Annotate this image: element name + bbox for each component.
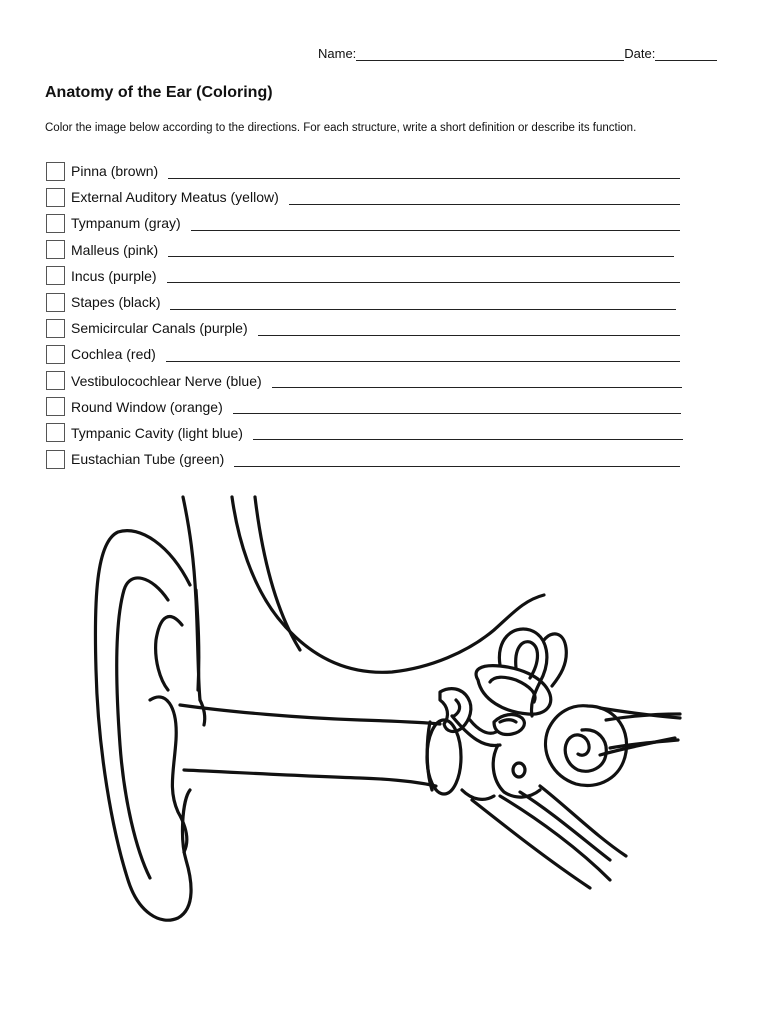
answer-line[interactable] [272, 373, 682, 388]
list-item [46, 446, 686, 472]
date-field[interactable] [655, 47, 717, 61]
answer-line[interactable] [253, 425, 683, 440]
answer-line[interactable] [170, 295, 676, 310]
answer-line[interactable] [168, 242, 674, 257]
item-label: Semicircular Canals (purple) [71, 320, 248, 337]
item-checkbox[interactable] [46, 423, 65, 442]
item-checkbox[interactable] [46, 266, 65, 285]
item-label: Round Window (orange) [71, 398, 223, 415]
item-label: Incus (purple) [71, 267, 157, 284]
item-checkbox[interactable] [46, 397, 65, 416]
item-label: Malleus (pink) [71, 241, 159, 258]
ear-diagram [0, 480, 768, 940]
round-window[interactable] [493, 745, 540, 797]
item-checkbox[interactable] [46, 162, 65, 181]
list-item [46, 420, 686, 446]
name-field[interactable] [356, 47, 624, 61]
item-checkbox[interactable] [46, 345, 65, 364]
item-label: Stapes (black) [71, 294, 161, 311]
semicircular-canals[interactable] [476, 629, 566, 716]
answer-line[interactable] [168, 164, 680, 179]
answer-line[interactable] [166, 347, 680, 362]
list-item [46, 158, 686, 184]
skull-outline [183, 497, 680, 755]
date-label: Date: [624, 46, 656, 61]
list-item [46, 289, 686, 315]
vestibulocochlear-nerve[interactable] [606, 714, 680, 748]
item-label: Pinna (brown) [71, 163, 159, 180]
instructions: Color the image below according to the directions. For each structure, write a short definition or describe its function. [45, 122, 637, 134]
item-label: Vestibulocochlear Nerve (blue) [71, 372, 262, 389]
eustachian-tube[interactable] [472, 786, 626, 888]
answer-line[interactable] [289, 190, 680, 205]
item-checkbox[interactable] [46, 293, 65, 312]
name-date-header [318, 46, 728, 61]
item-label: Tympanic Cavity (light blue) [71, 424, 243, 441]
item-label: External Auditory Meatus (yellow) [71, 189, 279, 206]
external-auditory-meatus[interactable] [180, 700, 440, 786]
list-item [46, 263, 686, 289]
answer-line[interactable] [233, 399, 681, 414]
item-checkbox[interactable] [46, 188, 65, 207]
list-item [46, 368, 686, 394]
structure-list [46, 158, 686, 472]
list-item [46, 315, 686, 341]
name-label: Name: [318, 46, 357, 61]
list-item [46, 210, 686, 236]
answer-line[interactable] [234, 452, 680, 467]
item-label: Cochlea (red) [71, 346, 156, 363]
list-item [46, 237, 686, 263]
item-checkbox[interactable] [46, 450, 65, 469]
answer-line[interactable] [258, 321, 680, 336]
item-checkbox[interactable] [46, 319, 65, 338]
list-item [46, 341, 686, 367]
item-label: Eustachian Tube (green) [71, 451, 225, 468]
item-checkbox[interactable] [46, 371, 65, 390]
page-title: Anatomy of the Ear (Coloring) [45, 84, 273, 101]
pinna-outline[interactable] [95, 531, 198, 921]
list-item [46, 184, 686, 210]
list-item [46, 394, 686, 420]
item-checkbox[interactable] [46, 240, 65, 259]
answer-line[interactable] [191, 216, 680, 231]
answer-line[interactable] [167, 268, 680, 283]
item-checkbox[interactable] [46, 214, 65, 233]
item-label: Tympanum (gray) [71, 215, 181, 232]
